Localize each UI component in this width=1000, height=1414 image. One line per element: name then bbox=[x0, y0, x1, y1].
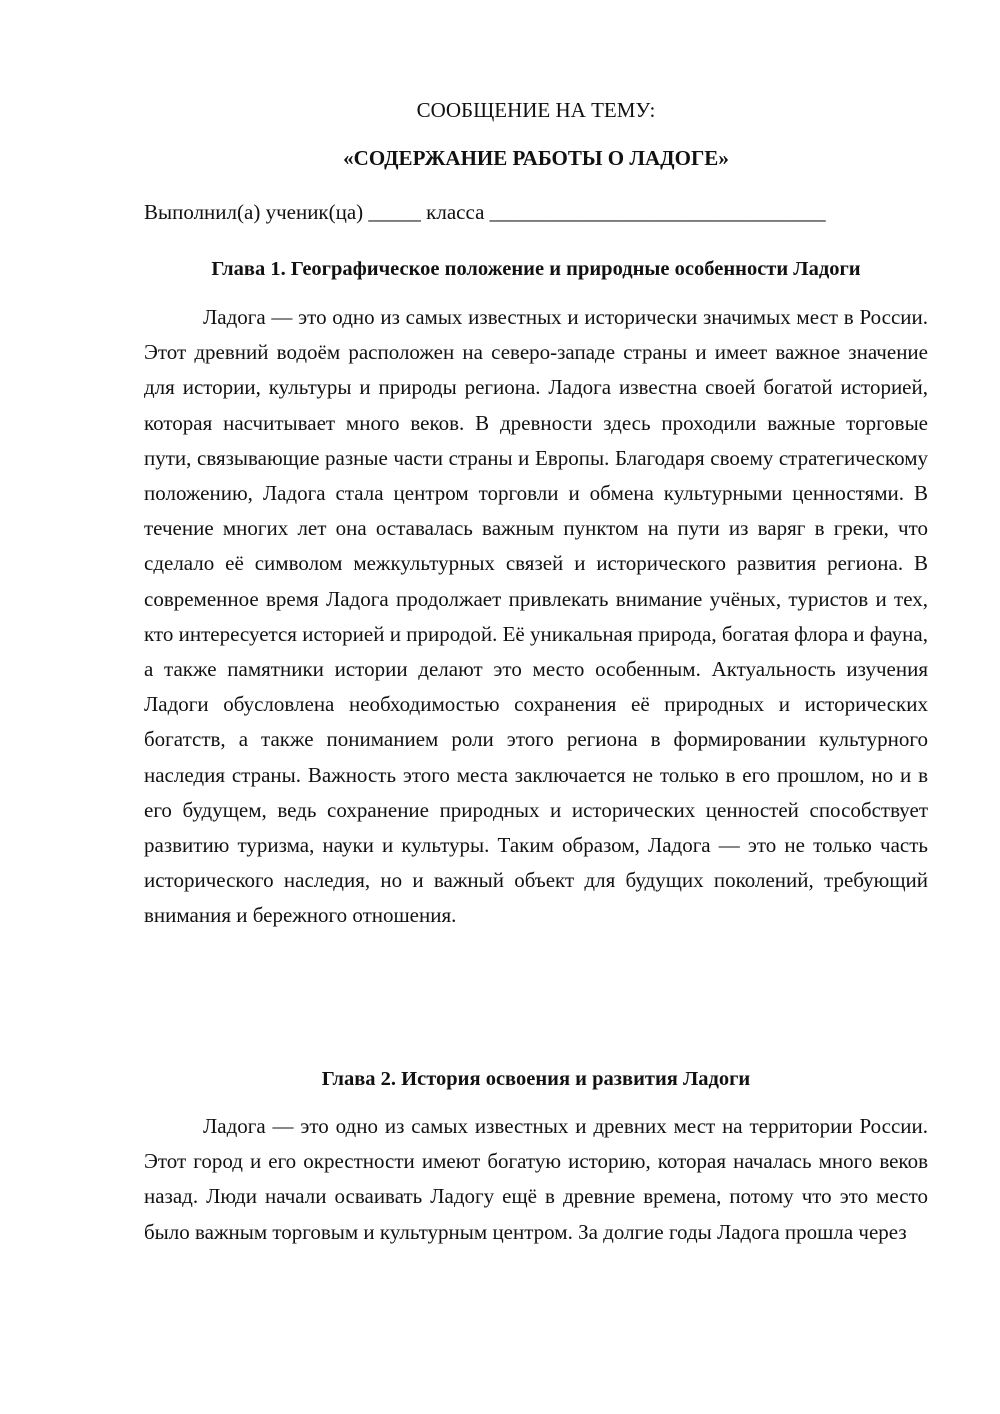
chapter2-paragraph: Ладога — это одно из самых известных и древних мест на территории России. Этот город и его окрестности имеют богатую историю, которая началась много веков назад. Люди начали осваивать Ладогу ещё в древние времена, потому что это место было важным торговым и культурным центром. За долгие годы Ладога прошла через bbox=[144, 1114, 928, 1244]
chapter2-heading: Глава 2. История освоения и развития Ладоги bbox=[321, 1068, 751, 1090]
chapter1-paragraph: Ладога — это одно из самых известных и исторически значимых мест в России. Этот древний водоём расположен на северо-западе страны и имеет важное значение для истории, культуры и природы региона. Ладога известна своей богатой историей, которая насчитывает много веков. В древности здесь проходили важные торговые пути, связывающие разные части страны и Европы. Благодаря своему стратегическому положению, Ладога стала центром торговли и обмена культурными ценностями. В течение многих лет она оставалась важным пунктом на пути из варяг в греки, что сделало её символом межкультурных связей и исторического развития региона. В современное время Ладога продолжает привлекать внимание учёных, туристов и тех, кто интересуется историей и природой. Её уникальная природа, богатая флора и фауна, а также памятники истории делают это место особенным. Актуальность изучения Ладоги обусловлена необходимостью сохранения её природных и исторических богатств, а также пониманием роли этого региона в формировании культурного наследия страны. Важность этого места заключается не только в его прошлом, но и в его будущем, ведь сохранение природных и исторических ценностей способствует развитию туризма, науки и культуры. Таким образом, Ладога — это не только часть исторического наследия, но и важный объект для будущих поколений, требующий внимания и бережного отношения. bbox=[144, 305, 928, 928]
student-info-line: Выполнил(а) ученик(ца) _____ класса ________________________________ bbox=[144, 200, 826, 224]
chapter1-heading: Глава 1. Географическое положение и природные особенности Ладоги bbox=[211, 258, 861, 280]
document-title-line1: СООБЩЕНИЕ НА ТЕМУ: bbox=[416, 98, 656, 122]
document-title-line2: «СОДЕРЖАНИЕ РАБОТЫ О ЛАДОГЕ» bbox=[343, 146, 729, 170]
